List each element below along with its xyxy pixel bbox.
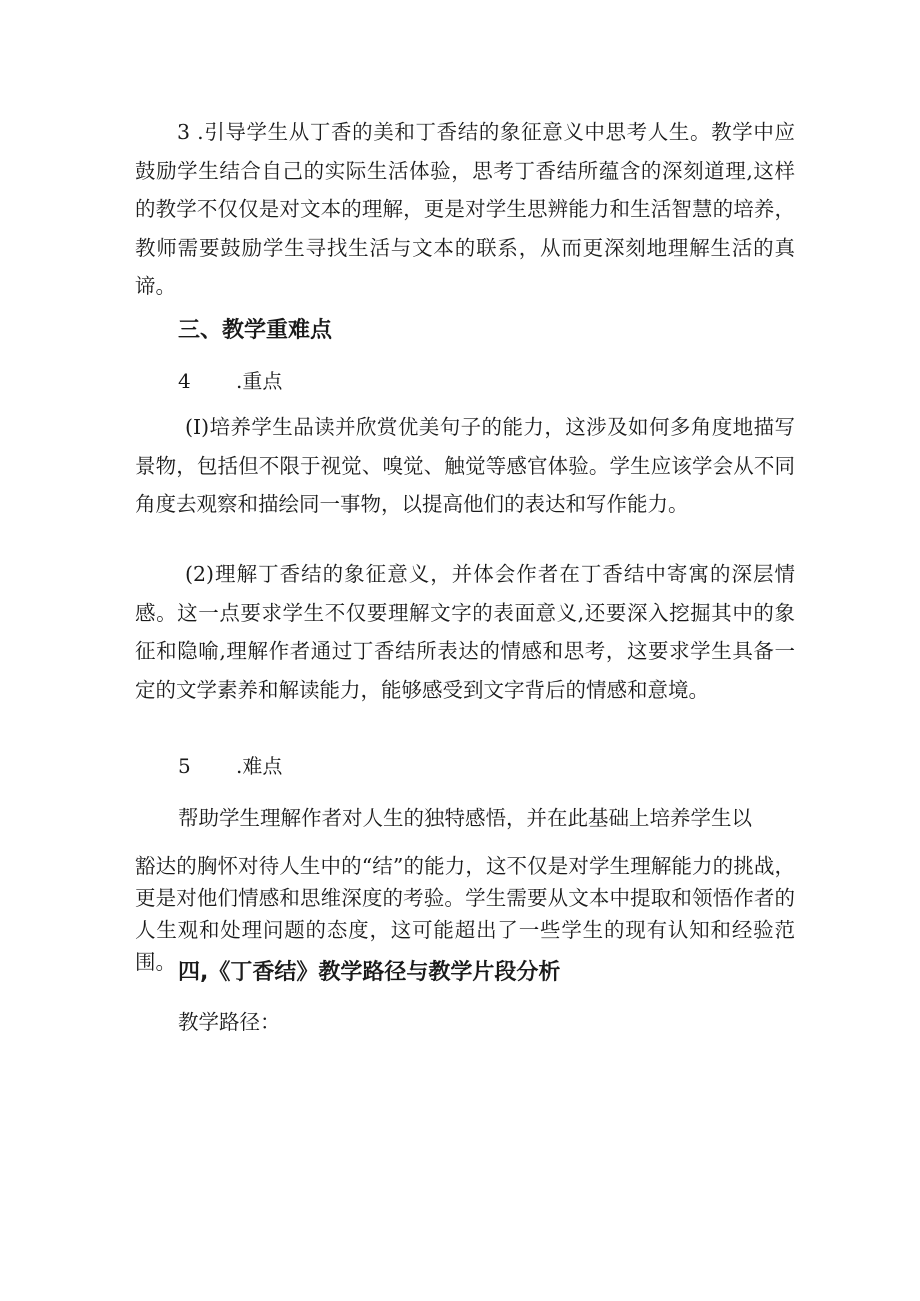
item-4-key-points (178, 366, 282, 396)
paragraph-3-text: 3 .引导学生从丁香的美和丁香结的象征意义中思考人生。教学中应鼓励学生结合自己的实际生活体验，思考丁香结所蕴含的深刻道理,这样的教学不仅仅是对文本的理解，更是对学生思辨能力和生活智慧的培养，教师需要鼓励学生寻找生活与文本的联系，从而更深刻地理解生活的真谛。 (135, 120, 795, 298)
difficulty-text: 豁达的胸怀对待人生中的“结”的能力，这不仅是对学生理解能力的挑战，更是对他们情感和思维深度的考验。学生需要从文本中提取和领悟作者的人生观和处理问题的态度，这可能超出了一些学生的现有认知和经验范围。 (135, 854, 795, 974)
point-1-text: (I)培养学生品读并欣赏优美句子的能力，这涉及如何多角度地描写景物，包括但不限于视觉、嗅觉、触觉等感官体验。学生应该学会从不同角度去观察和描绘同一事物，以提高他们的表达和写作能力。 (135, 415, 795, 516)
item-4-label: .重点 (236, 369, 283, 393)
paragraph-point-2 (135, 555, 795, 709)
item-5-label: .难点 (236, 754, 283, 778)
paragraph-point-1 (135, 408, 795, 524)
difficulty-first-line: 帮助学生理解作者对人生的独特感悟，并在此基础上培养学生以 (178, 806, 752, 830)
section-heading-4: 四,《丁香结》教学路径与教学片段分析 (178, 960, 561, 985)
item-4-number: 4 (178, 369, 191, 393)
item-5-number: 5 (178, 754, 191, 778)
section-heading-3: 三、教学重难点 (178, 318, 333, 343)
point-2-text: (2)理解丁香结的象征意义，并体会作者在丁香结中寄寓的深层情感。这一点要求学生不仅要理解文字的表面意义,还要深入挖掘其中的象征和隐喻,理解作者通过丁香结所表达的情感和思考，这要求学生具备一定的文学素养和解读能力，能够感受到文字背后的情感和意境。 (135, 562, 795, 702)
item-5-difficulties (178, 751, 282, 781)
paragraph-3 (135, 113, 795, 306)
teaching-path-label: 教学路径： (178, 1010, 281, 1034)
